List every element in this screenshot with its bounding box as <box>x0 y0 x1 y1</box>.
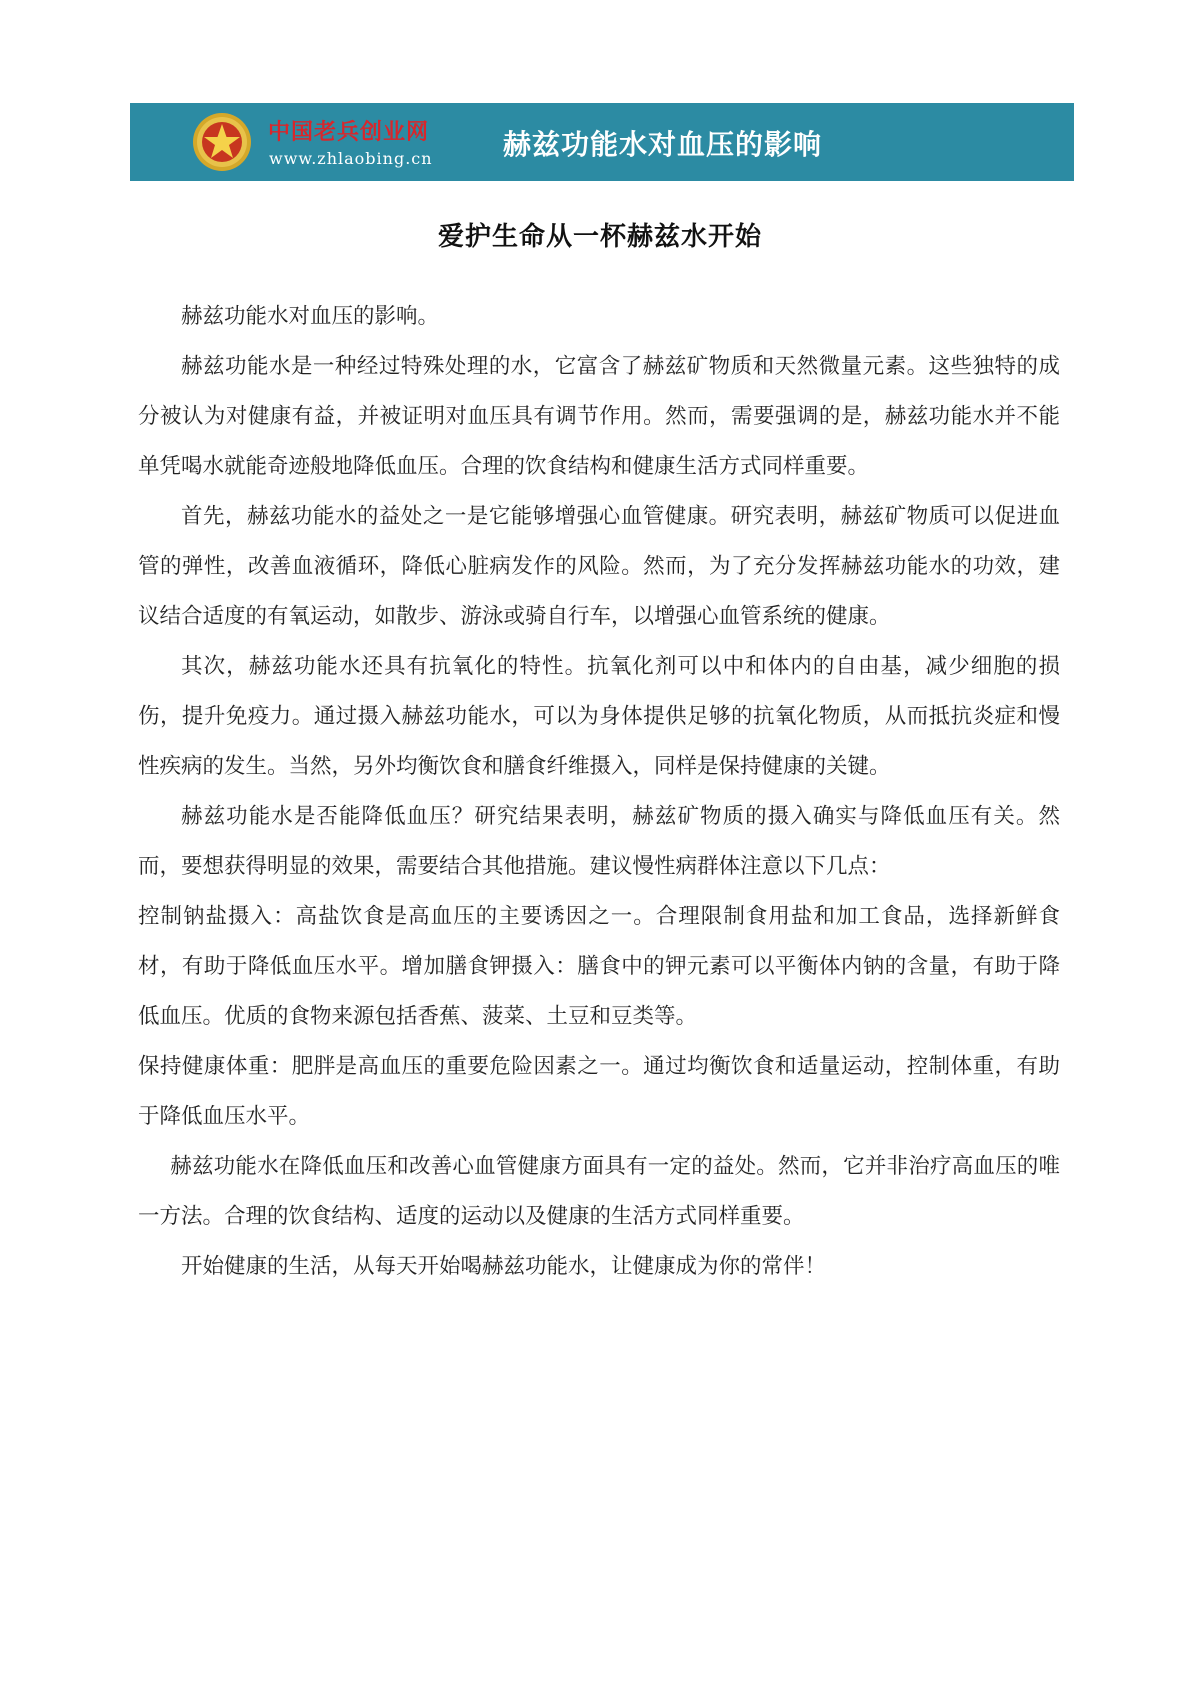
paragraph: 控制钠盐摄入：高盐饮食是高血压的主要诱因之一。合理限制食用盐和加工食品，选择新鲜食材，有助于降低血压水平。增加膳食钾摄入：膳食中的钾元素可以平衡体内钠的含量，有助于降低血压。优质的食物来源包括香蕉、菠菜、土豆和豆类等。 <box>138 904 1060 1029</box>
paragraph: 赫兹功能水是一种经过特殊处理的水，它富含了赫兹矿物质和天然微量元素。这些独特的成分被认为对健康有益，并被证明对血压具有调节作用。然而，需要强调的是，赫兹功能水并不能单凭喝水就能奇迹般地降低血压。合理的饮食结构和健康生活方式同样重要。 <box>138 354 1060 479</box>
document-body <box>138 292 1060 1292</box>
star-emblem-icon <box>192 112 252 172</box>
site-url: www.zhlaobing.cn <box>269 149 433 168</box>
paragraph: 赫兹功能水是否能降低血压？研究结果表明，赫兹矿物质的摄入确实与降低血压有关。然而，要想获得明显的效果，需要结合其他措施。建议慢性病群体注意以下几点： <box>138 804 1060 879</box>
paragraph: 首先，赫兹功能水的益处之一是它能够增强心血管健康。研究表明，赫兹矿物质可以促进血管的弹性，改善血液循环，降低心脏病发作的风险。然而，为了充分发挥赫兹功能水的功效，建议结合适度的有氧运动，如散步、游泳或骑自行车，以增强心血管系统的健康。 <box>138 504 1060 629</box>
paragraph: 开始健康的生活，从每天开始喝赫兹功能水，让健康成为你的常伴！ <box>181 1254 827 1279</box>
banner-title: 赫兹功能水对血压的影响 <box>503 128 823 161</box>
paragraph: 赫兹功能水对血压的影响。 <box>181 304 440 329</box>
paragraph: 其次，赫兹功能水还具有抗氧化的特性。抗氧化剂可以中和体内的自由基，减少细胞的损伤，提升免疫力。通过摄入赫兹功能水，可以为身体提供足够的抗氧化物质，从而抵抗炎症和慢性疾病的发生。当然，另外均衡饮食和膳食纤维摄入，同样是保持健康的关键。 <box>138 654 1060 779</box>
header-banner <box>130 103 1074 181</box>
site-name: 中国老兵创业网 <box>268 120 430 145</box>
document-title: 爱护生命从一杯赫兹水开始 <box>437 222 762 252</box>
paragraph: 保持健康体重：肥胖是高血压的重要危险因素之一。通过均衡饮食和适量运动，控制体重，有助于降低血压水平。 <box>138 1054 1060 1129</box>
paragraph: 赫兹功能水在降低血压和改善心血管健康方面具有一定的益处。然而，它并非治疗高血压的唯一方法。合理的饮食结构、适度的运动以及健康的生活方式同样重要。 <box>138 1154 1060 1229</box>
